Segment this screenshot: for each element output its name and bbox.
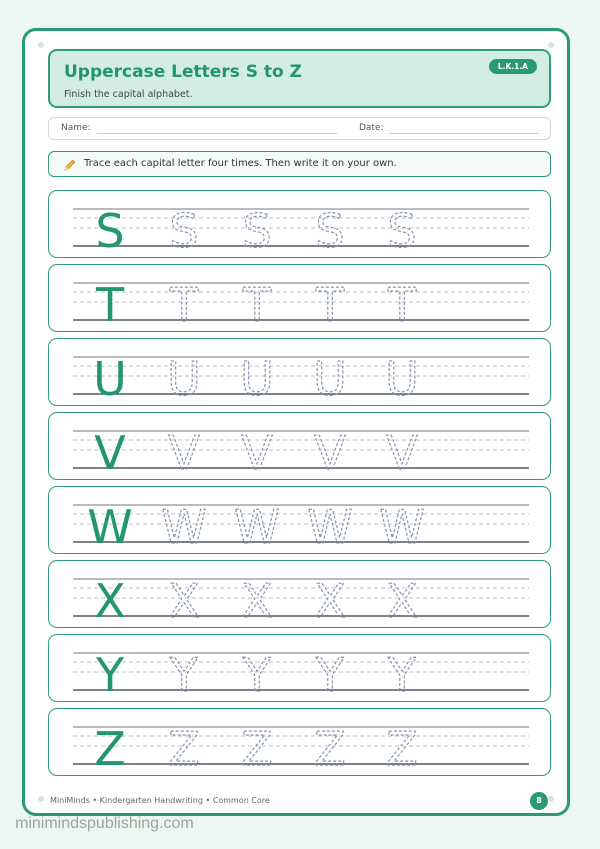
trace-letter: S [315, 204, 345, 258]
model-letter: X [94, 574, 126, 628]
date-label: Date: [359, 123, 384, 133]
handwriting-lines[interactable] [49, 413, 552, 481]
letter-row [48, 264, 551, 332]
corner-dot [38, 42, 44, 48]
trace-letter: W [161, 500, 207, 554]
trace-letter: Y [315, 648, 345, 702]
trace-letter: Z [241, 722, 273, 776]
corner-dot [548, 796, 554, 802]
trace-letter: X [168, 574, 200, 628]
trace-letter: T [387, 278, 417, 332]
name-date-bar [48, 117, 551, 140]
page-title: Uppercase Letters S to Z [64, 62, 302, 82]
trace-letter: Z [314, 722, 346, 776]
trace-letter: U [313, 352, 347, 406]
letter-row [48, 412, 551, 480]
standard-badge: L.K.1.A [489, 59, 537, 74]
model-letter: Y [95, 648, 125, 702]
trace-letter: S [242, 204, 272, 258]
trace-letter: T [169, 278, 199, 332]
trace-letter: W [379, 500, 425, 554]
model-letter: T [95, 278, 125, 332]
handwriting-lines[interactable] [49, 487, 552, 555]
model-letter: S [95, 204, 125, 258]
trace-letter: Y [242, 648, 272, 702]
name-label: Name: [61, 123, 91, 133]
watermark: minimindspublishing.com [15, 815, 194, 832]
trace-letter: Y [169, 648, 199, 702]
trace-letter: U [167, 352, 201, 406]
handwriting-lines[interactable] [49, 191, 552, 259]
trace-letter: X [386, 574, 418, 628]
trace-letter: V [314, 426, 346, 480]
model-letter: U [93, 352, 127, 406]
trace-letter: X [241, 574, 273, 628]
model-letter: V [94, 426, 126, 480]
trace-letter: T [315, 278, 345, 332]
trace-letter: S [169, 204, 199, 258]
trace-letter: V [168, 426, 200, 480]
instructions-box [48, 151, 551, 177]
model-letter: W [87, 500, 133, 554]
trace-letter: V [241, 426, 273, 480]
worksheet-header [48, 49, 551, 108]
trace-letter: W [234, 500, 280, 554]
letter-row [48, 634, 551, 702]
instructions-text: Trace each capital letter four times. Then write it on your own. [84, 158, 397, 169]
handwriting-lines[interactable] [49, 561, 552, 629]
trace-letter: S [387, 204, 417, 258]
date-field[interactable] [389, 133, 539, 134]
footer-text: MiniMinds • Kindergarten Handwriting • Common Core [50, 796, 270, 805]
trace-letter: Y [387, 648, 417, 702]
corner-dot [38, 796, 44, 802]
trace-letter: W [307, 500, 353, 554]
pencil-icon [63, 157, 76, 176]
handwriting-lines[interactable] [49, 709, 552, 777]
letter-row [48, 190, 551, 258]
handwriting-lines[interactable] [49, 635, 552, 703]
letter-row [48, 708, 551, 776]
trace-letter: T [242, 278, 272, 332]
trace-letter: V [386, 426, 418, 480]
handwriting-lines[interactable] [49, 339, 552, 407]
trace-letter: U [385, 352, 419, 406]
letter-row [48, 486, 551, 554]
letter-row [48, 560, 551, 628]
trace-letter: Z [168, 722, 200, 776]
page-number: 8 [530, 792, 548, 810]
trace-letter: Z [386, 722, 418, 776]
model-letter: Z [94, 722, 126, 776]
page-subtitle: Finish the capital alphabet. [64, 89, 193, 100]
trace-letter: X [314, 574, 346, 628]
letter-row [48, 338, 551, 406]
trace-letter: U [240, 352, 274, 406]
name-field[interactable] [97, 133, 337, 134]
handwriting-lines[interactable] [49, 265, 552, 333]
corner-dot [548, 42, 554, 48]
